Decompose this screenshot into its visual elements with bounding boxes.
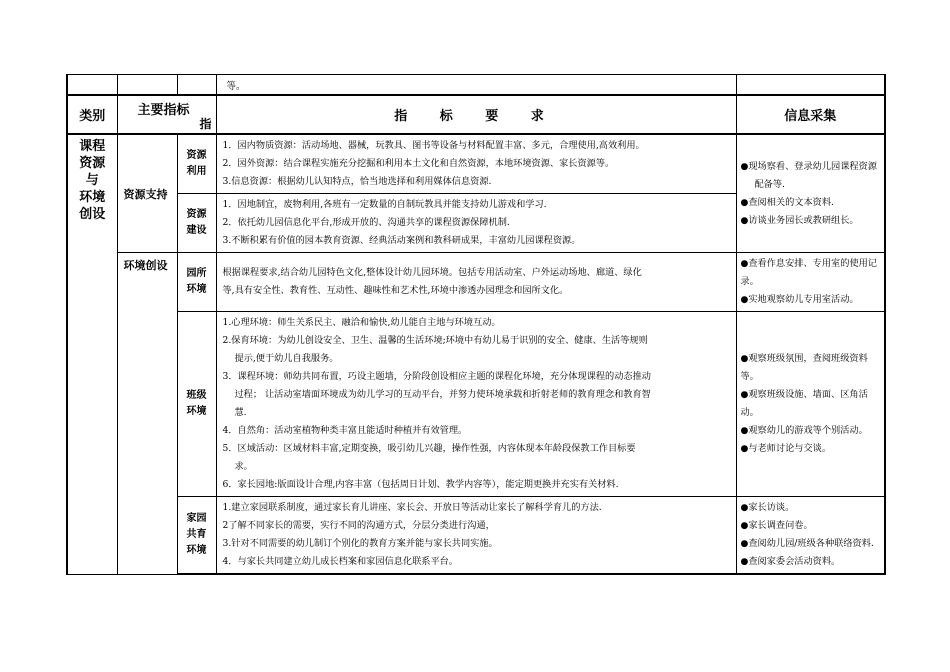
- evaluation-table: [66, 74, 886, 575]
- class-env-label: 班级 环境: [177, 312, 216, 497]
- env-creation-label: 环境创设: [117, 253, 177, 575]
- bullet-icon: ●: [740, 215, 749, 226]
- row-resource-use: [67, 134, 885, 194]
- class-env-requirements: 1.心理环境：师生关系民主、融洽和愉快,幼儿能自主地与环境互动。 2.保育环境：为幼儿创设安全、卫生、温馨的生活环境;环境中有幼儿易于识别的安全、健康、生活等规则 提示,便于幼儿自我服务。 3．课程环境：师幼共同布置，巧设主题墙，分阶段创设相应主题的课程化环境，充分体现课程的动态推动 过程； 让活动室墙面环境成为幼儿学习的互动平台，并努力使环境承载和折射老师的教育理念和教育智 慧. 4．自然角：活动室植物种类丰富且能适时种植并有效管理。 5．区域活动：区域材料丰富,定期变换，吸引幼儿兴趣，操作性强，内容体现本年龄段保教工作目标要 求。 6．家长园地:版面设计合理,内容丰富（包括周日计划、教学内容等），能定期更换并充实有关材料.: [216, 312, 736, 497]
- row-home-environment: [67, 497, 885, 575]
- public-env-requirements: 根据课程要求,结合幼儿园特色文化,整体设计幼儿园环境。包括专用活动室、户外运动场地、廊道、绿化 等,具有安全性、教育性、互动性、趣味性和艺术性,环境中渗透办园理念和园所文化。: [216, 253, 736, 312]
- public-env-label: 园所 环境: [177, 253, 216, 312]
- bullet-icon: ●: [740, 557, 749, 567]
- resource-use-requirements: 1．园内物质资源：活动场地、器械，玩教具、图书等设备与材料配置丰富、多元，合理使用,高效利用。 2．园外资源：结合课程实施充分挖掘和利用本土文化和自然资源，本地环境资源、家长资源等。 3.信息资源：根据幼儿认知特点，恰当地选择和利用媒体信息资源.: [216, 134, 736, 194]
- row-class-environment: [67, 312, 885, 497]
- resource-support-info: ●现场察看、登录幼儿园课程资源 配备等. ●查阅相关的文本资料. ●访谈业务园长或教研组长。: [736, 134, 885, 253]
- bullet-icon: ●: [740, 521, 749, 531]
- home-env-requirements: 1.建立家园联系制度，通过家长育儿讲座、家长会、开放日等活动让家长了解科学育儿的方法. 2了解不同家长的需要，实行不同的沟通方式，分层分类进行沟通， 3.针对不同需要的幼儿制订个别化的教育方案并能与家长共同实施。 4．与家长共同建立幼儿成长档案和家园信息化联系平台。: [216, 497, 736, 575]
- public-env-info: ●查看作息安排、专用室的使用记 录。 ●实地观察幼儿专用室活动。: [736, 253, 885, 312]
- bullet-icon: ●: [740, 444, 749, 454]
- bullet-icon: ●: [740, 426, 749, 436]
- continuation-text: 等。: [216, 75, 736, 96]
- header-category: 类别: [67, 95, 117, 134]
- continuation-row: [67, 75, 885, 96]
- header-requirement: 指 标 要 求: [216, 95, 736, 134]
- bullet-icon: ●: [740, 390, 749, 400]
- header-main-indicator-tail: 指: [199, 117, 212, 131]
- row-public-environment: [67, 253, 885, 312]
- bullet-icon: ●: [740, 259, 749, 269]
- bullet-icon: ●: [740, 161, 749, 172]
- table-header-row: [67, 95, 885, 134]
- bullet-icon: ●: [740, 197, 749, 208]
- bullet-icon: ●: [740, 354, 749, 364]
- home-env-info: ●家长访谈。 ●家长调查问卷。 ●查阅幼儿园/班级各种联络资料. ●查阅家委会活动资料。: [736, 497, 885, 575]
- header-info-collection: 信息采集: [736, 95, 885, 134]
- resource-use-label: 资源 利用: [177, 134, 216, 194]
- header-main-indicator: [117, 95, 216, 134]
- header-main-indicator-label: 主要指标: [137, 103, 190, 118]
- class-env-info: ●观察班级氛围，查阅班级资料等。 ●观察班级设施、墙面、区角活动。 ●观察幼儿的游戏等个别活动。 ●与老师讨论与交谈。: [736, 312, 885, 497]
- home-env-label: 家园 共育 环境: [177, 497, 216, 575]
- category-label: 课程 资源 与 环境 创设: [67, 134, 117, 574]
- bullet-icon: ●: [740, 295, 749, 305]
- resource-build-label: 资源 建设: [177, 194, 216, 253]
- bullet-icon: ●: [740, 539, 749, 549]
- bullet-icon: ●: [740, 503, 749, 513]
- resource-build-requirements: 1．因地制宜，废物利用,各班有一定数量的自制玩教具并能支持幼儿游戏和学习. 2．依托幼儿园信息化平台,形成开放的、沟通共享的课程资源保障机制. 3.不断积累有价值的园本教育资源、经典活动案例和教科研成果，丰富幼儿园课程资源。: [216, 194, 736, 253]
- resource-support-label: 资源支持: [117, 134, 177, 253]
